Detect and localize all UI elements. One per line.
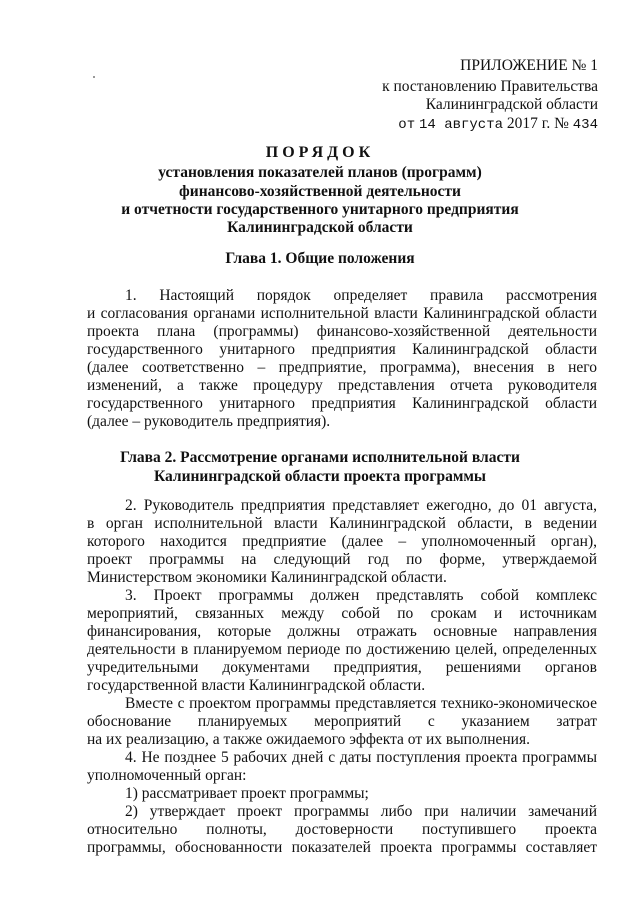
paragraph-line: изменений, а также процедуру представления отчета руководителя	[87, 377, 597, 394]
paragraph-line: государственного унитарного предприятия Калининградской области	[87, 341, 597, 358]
date-value: 14 августа	[418, 117, 503, 133]
appendix-label: ПРИЛОЖЕНИЕ № 1	[460, 57, 598, 74]
document-title-line-3: и отчетности государственного унитарного предприятия	[121, 201, 519, 218]
paragraph-line: учредительными документами предприятия, решениями органов	[87, 659, 597, 676]
paragraph-line: (далее соответственно – предприятие, программа), внесения в него	[87, 359, 597, 376]
document-title-line-4: Калининградской области	[227, 219, 413, 236]
paragraph-line: 2. Руководитель предприятия представляет ежегодно, до 01 августа,	[125, 497, 597, 514]
paragraph-line: 4. Не позднее 5 рабочих дней с даты поступления проекта программы	[125, 749, 597, 766]
document-title-line-2: финансово-хозяйственной деятельности	[179, 183, 461, 200]
document-title-line-1: установления показателей планов (программ)	[158, 164, 482, 181]
paragraph-line: деятельности в планируемом периоде по достижению целей, определенных	[87, 641, 597, 658]
chapter-1-heading: Глава 1. Общие положения	[225, 250, 415, 267]
appendix-date-line	[398, 115, 598, 134]
paragraph-line: в орган исполнительной власти Калининградской области, в ведении	[87, 515, 597, 532]
paragraph-line: государственной власти Калининградской области.	[87, 677, 426, 694]
appendix-region: Калининградской области	[425, 96, 598, 113]
paragraph-line: 1. Настоящий порядок определяет правила рассмотрения	[125, 287, 597, 304]
chapter-2-heading-line-2: Калининградской области проекта программы	[153, 468, 487, 485]
document-title-word: ПОРЯДОК	[265, 144, 375, 161]
appendix-resolution: к постановлению Правительства	[382, 78, 598, 95]
list-item: 1) рассматривает проект программы;	[125, 785, 369, 802]
paragraph-line: финансирования, которые должны отражать основные направления	[87, 623, 597, 640]
paragraph-line: государственного унитарного предприятия Калининградской области	[87, 395, 597, 412]
paragraph-line: на их реализацию, а также ожидаемого эффекта от их выполнения.	[87, 731, 530, 748]
scan-speck	[93, 76, 95, 78]
list-item: 2) утверждает проект программы либо при наличии замечаний	[125, 803, 597, 820]
resolution-number: 434	[572, 117, 598, 133]
date-year: 2017 г. №	[506, 115, 569, 132]
paragraph-line: проекта плана (программы) финансово-хозяйственной деятельности	[87, 323, 597, 340]
paragraph-line: программы, обоснованности показателей проекта программы составляет	[87, 839, 597, 856]
paragraph-line: 3. Проект программы должен представлять собой комплекс	[125, 587, 597, 604]
paragraph-line: Министерством экономики Калининградской области.	[87, 569, 447, 586]
paragraph-line: (далее – руководитель предприятия).	[87, 413, 331, 430]
paragraph-line: проект программы на следующий год по форме, утверждаемой	[87, 551, 597, 568]
paragraph-line: и согласования органами исполнительной власти Калининградской области	[87, 305, 597, 322]
paragraph-line: которого находится предприятие (далее – уполномоченный орган),	[87, 533, 597, 550]
paragraph-line: мероприятий, связанных между собой по срокам и источникам	[87, 605, 597, 622]
chapter-2-heading-line-1: Глава 2. Рассмотрение органами исполнительной власти	[120, 449, 520, 466]
paragraph-line: уполномоченный орган:	[87, 767, 247, 784]
paragraph-line: Вместе с проектом программы представляется технико-экономическое	[125, 695, 597, 712]
paragraph-line: относительно полноты, достоверности поступившего проекта	[87, 821, 597, 838]
paragraph-line: обоснование планируемых мероприятий с указанием затрат	[87, 713, 597, 730]
date-prefix: от	[398, 117, 416, 133]
